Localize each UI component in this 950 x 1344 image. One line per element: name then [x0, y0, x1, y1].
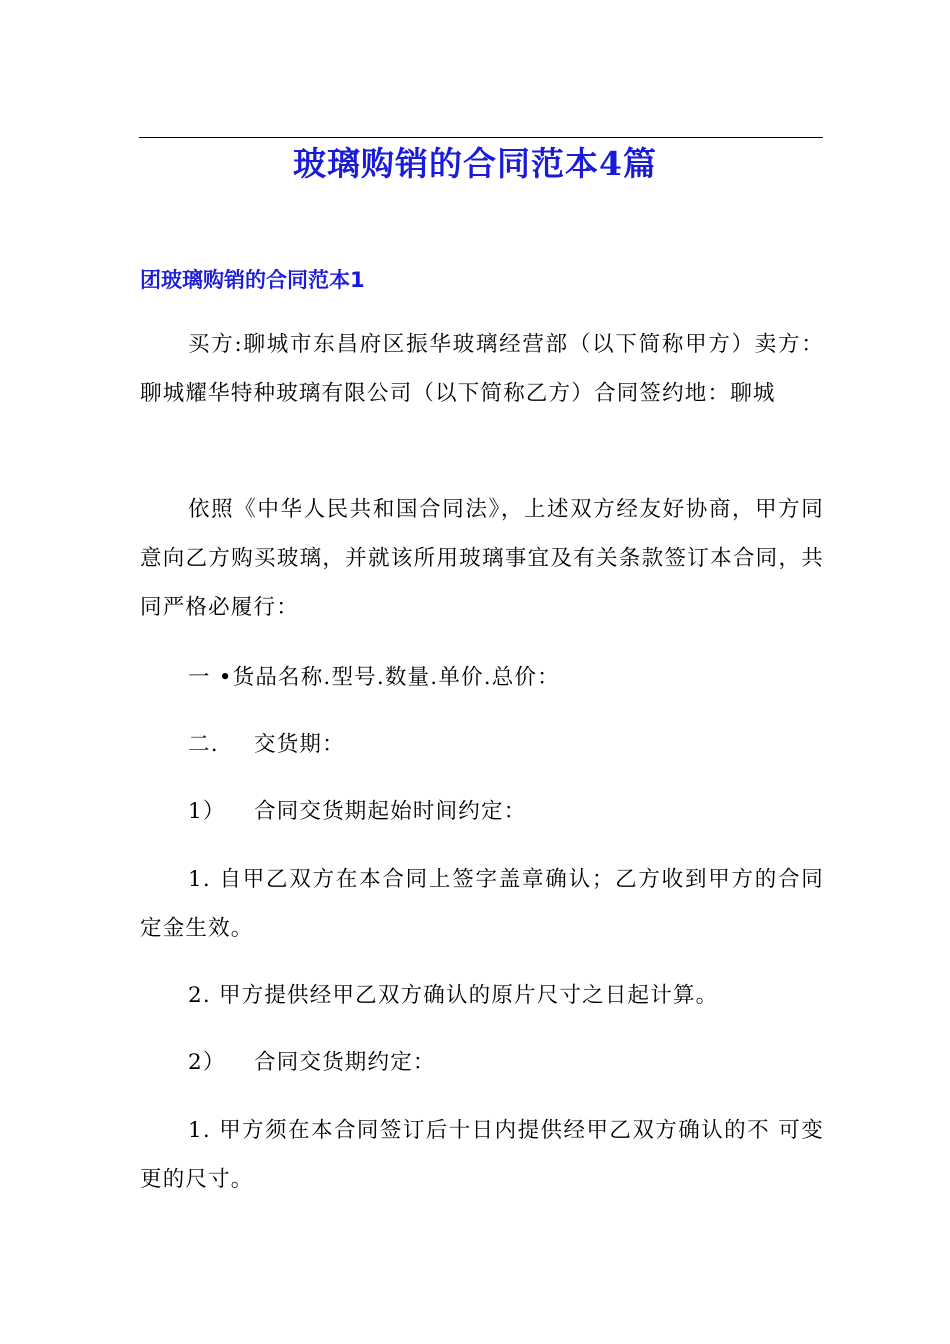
delivery-item	[188, 727, 345, 763]
document-title: 玻璃购销的合同范本4篇	[293, 144, 657, 183]
delivery-start-heading	[188, 794, 526, 830]
delivery-term-number: 2）	[188, 1050, 226, 1075]
goods-item: 一 •货品名称.型号.数量.单价.总价：	[188, 665, 560, 690]
delivery-item-text: 交货期：	[254, 732, 345, 757]
clause-1-1: 1. 自甲乙双方在本合同上签字盖章确认；乙方收到甲方的合同定金生效。	[140, 867, 824, 941]
section-heading: 团玻璃购销的合同范本1	[140, 268, 365, 292]
header-rule	[139, 137, 823, 138]
preamble-paragraph: 依照《中华人民共和国合同法》，上述双方经友好协商，甲方同意向乙方购买玻璃，并就该所用玻璃事宜及有关条款签订本合同，共同严格必履行：	[140, 497, 824, 620]
delivery-term-text: 合同交货期约定：	[254, 1050, 436, 1075]
delivery-item-number: 二.	[188, 732, 219, 757]
parties-paragraph: 买方:聊城市东昌府区振华玻璃经营部（以下简称甲方）卖方：聊城耀华特种玻璃有限公司（以下简称乙方）合同签约地：聊城	[140, 332, 824, 406]
delivery-start-number: 1）	[188, 799, 226, 824]
clause-2-1: 1. 甲方须在本合同签订后十日内提供经甲乙双方确认的不 可变更的尺寸。	[140, 1118, 824, 1192]
delivery-start-text: 合同交货期起始时间约定：	[254, 799, 527, 824]
delivery-term-heading	[188, 1045, 436, 1081]
clause-1-2: 2. 甲方提供经甲乙双方确认的原片尺寸之日起计算。	[188, 983, 719, 1008]
